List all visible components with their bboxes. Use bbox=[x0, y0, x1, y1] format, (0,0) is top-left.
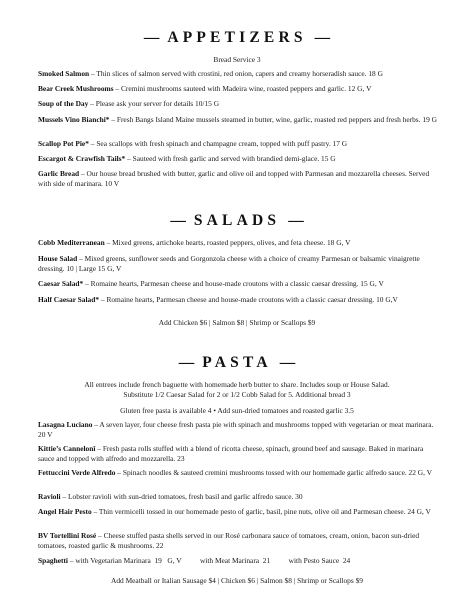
menu-item: Cobb Mediterranean – Mixed greens, artichoke hearts, roasted peppers, olives, and feta cheese. 18 G, V bbox=[38, 238, 351, 247]
heading-dash: — bbox=[279, 354, 296, 371]
menu-item: Ravioli – Lobster ravioli with sun-dried tomatoes, fresh basil and garlic alfredo sauce. 30 bbox=[38, 492, 303, 501]
menu-item: Half Caesar Salad* – Romaine hearts, Parmesan cheese and house-made croutons with a classic caesar dressing. 10 G,V bbox=[38, 295, 398, 304]
heading-dash: — bbox=[143, 29, 160, 46]
menu-item: Garlic Bread – Our house bread brushed with butter, garlic and olive oil and topped with Parmesan and mozzarella cheeses. Served with side of marinara. 10 V bbox=[38, 169, 430, 188]
salads-title: SALADS bbox=[193, 212, 281, 229]
menu-item: Caesar Salad* – Romaine hearts, Parmesan cheese and house-made croutons with a classic caesar dressing. 15 G, V bbox=[38, 279, 384, 288]
heading-dash: — bbox=[288, 212, 304, 229]
menu-item: Escargot & Crawfish Tails* – Sauteed with fresh garlic and served with brandied demi-glace. 15 G bbox=[38, 154, 336, 163]
menu-item: BV Tortellini Rosé – Cheese stuffed pasta shells served in our Rosé carbonara sauce of tomatoes, cream, onion, bacon sun-dried tomatoes, roasted garlic & mushrooms. 22 bbox=[38, 531, 420, 550]
menu-item: Angel Hair Pesto – Thin vermicelli tossed in our homemade pesto of garlic, basil, pine nuts, olive oil and Parmesan cheese. 24 G, V bbox=[38, 507, 431, 516]
menu-item: Mussels Vino Bianchi* – Fresh Bangs Island Maine mussels steamed in butter, wine, garlic, roasted red peppers and fresh herbs. 19 G bbox=[38, 115, 437, 124]
menu-item: Scallop Pot Pie* – Sea scallops with fresh spinach and champagne cream, topped with puff pastry. 17 G bbox=[38, 139, 348, 148]
salads-heading bbox=[0, 212, 474, 230]
menu-item: Soup of the Day – Please ask your server for details 10/15 G bbox=[38, 99, 220, 108]
heading-dash: — bbox=[314, 29, 331, 46]
pasta-title: PASTA bbox=[202, 354, 272, 371]
menu-item: Spaghetti – with Vegetarian Marinara 19 G, V with Meat Marinara 21 with Pesto Sauce 24 bbox=[38, 556, 351, 565]
menu-item: Kittie’s Cannelonî – Fresh pasta rolls stuffed with a blend of ricotta cheese, spinach, ground beef and sausage. Baked in marinara sauce and topped with alfredo and mozzarella. 23 bbox=[38, 444, 424, 463]
appetizers-title: APPETIZERS bbox=[167, 29, 307, 46]
menu-item: Fettuccini Verde Alfredo – Spinach noodles & sauteed cremini mushrooms tossed with our homemade garlic alfredo sauce. 22 G, V bbox=[38, 468, 433, 477]
gluten-free-note: Gluten free pasta is available 4 • Add sun-dried tomatoes and roasted garlic 3.5 bbox=[120, 406, 354, 415]
salad-add-ons: Add Chicken $6 | Salmon $8 | Shrimp or Scallops $9 bbox=[158, 318, 316, 327]
menu-item: House Salad – Mixed greens, sunflower seeds and Gorgonzola cheese with a choice of creamy Parmesan or balsamic vinaigrette dressing. 10 | Large 15 G, V bbox=[38, 254, 420, 273]
heading-dash: — bbox=[170, 212, 186, 229]
appetizers-heading bbox=[0, 29, 474, 47]
pasta-heading bbox=[0, 354, 474, 372]
bread-service: Bread Service 3 bbox=[213, 55, 261, 64]
menu-item: Lasagna Luciano – A seven layer, four cheese fresh pasta pie with spinach and mushrooms topped with vegetarian or meat marinara. 20 V bbox=[38, 420, 434, 439]
pasta-intro-line: All entrees include french baguette with homemade herb butter to share. Includes soup or House Salad. bbox=[84, 380, 390, 389]
pasta-add-ons: Add Meatball or Italian Sausage $4 | Chicken $6 | Salmon $8 | Shrimp or Scallops $9 bbox=[111, 576, 363, 585]
heading-dash: — bbox=[178, 354, 195, 371]
menu-item: Bear Creek Mushrooms – Cremini mushrooms sauteed with Madeira wine, roasted peppers and garlic. 12 G, V bbox=[38, 84, 372, 93]
pasta-intro-line: Substitute 1/2 Caesar Salad for 2 or 1/2 Cobb Salad for 5. Additional bread 3 bbox=[123, 390, 351, 399]
menu-item: Smoked Salmon – Thin slices of salmon served with crostini, red onion, capers and creamy horseradish sauce. 18 G bbox=[38, 69, 383, 78]
